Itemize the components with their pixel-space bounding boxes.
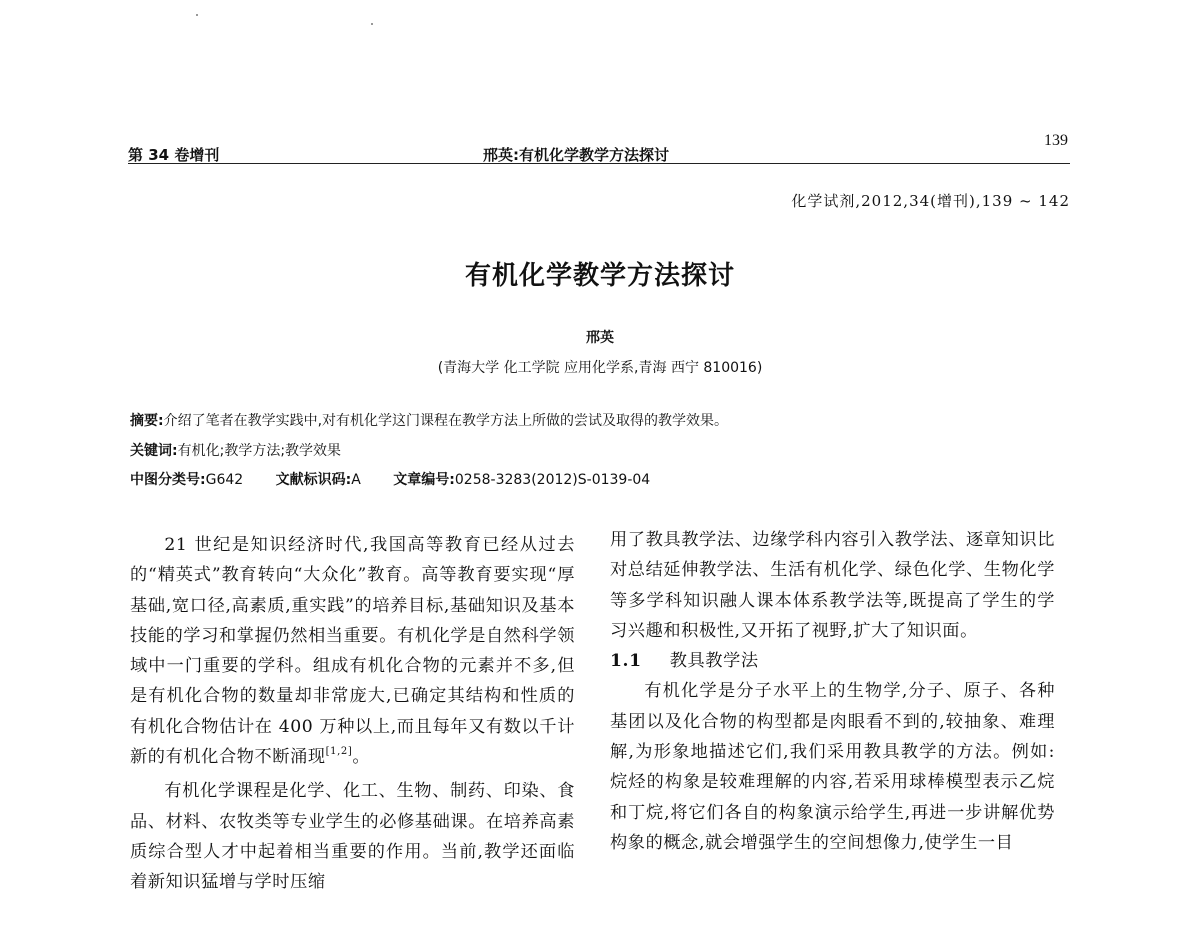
keywords-text: 有机化;教学方法;教学效果 (177, 443, 342, 459)
article-title: 有机化学教学方法探讨 (464, 261, 735, 291)
keywords-label: 关键词: (130, 443, 178, 459)
page-number: 139 (1044, 132, 1068, 149)
paragraph-text: 21 世纪是知识经济时代,我国高等教育已经从过去的“精英式”教育转向“大众化”教育。高等教育要实现“厚基础,宽口径,高素质,重实践”的培养目标,基础知识及基本技能的学习和掌握仍然相当重要。有机化学是自然科学领域中一门重要的学科。组成有机化合物的元素并不多,但是有机化合物的数量却非常庞大,已确定其结构和性质的有机化合物估计在 400 万种以上,而且每年又有数以千计新的有机化合物不断涌现 (130, 535, 575, 768)
body-paragraph (130, 530, 575, 772)
section-number: 1.1 (610, 651, 642, 672)
running-head (128, 132, 1070, 166)
clc-label: 中图分类号: (130, 472, 206, 488)
scan-speck (196, 14, 198, 16)
body-paragraph: 有机化学课程是化学、化工、生物、制药、印染、食品、材料、农牧类等专业学生的必修基础课。在培养高素质综合型人才中起着相当重要的作用。当前,教学还面临着新知识猛增与学时压缩 (130, 781, 575, 893)
left-column (130, 530, 575, 898)
scan-speck (371, 23, 373, 25)
abstract-label: 摘要: (130, 413, 164, 429)
running-title: 邢英:有机化学教学方法探讨 (483, 146, 669, 164)
body-paragraph: 有机化学是分子水平上的生物学,分子、原子、各种基团以及化合物的构型都是肉眼看不到的,较抽象、难理解,为形象地描述它们,我们采用教具教学的方法。例如:烷烃的构象是较难理解的内容,若采用球棒模型表示乙烷和丁烷,将它们各自的构象演示给学生,再进一步讲解优势构象的概念,就会增强学生的空间想像力,使学生一目 (610, 681, 1055, 853)
paragraph-end: 。 (352, 747, 371, 768)
abstract-text: 介绍了笔者在教学实践中,对有机化学这门课程在教学方法上所做的尝试及取得的教学效果。 (163, 413, 729, 429)
doc-code-value: A (351, 472, 361, 488)
header-rule (128, 163, 1070, 164)
abstract (130, 410, 728, 430)
journal-citation: 化学试剂,2012,34(增刊),139 ~ 142 (791, 192, 1070, 210)
section-heading (610, 646, 1055, 676)
classification-line (130, 469, 650, 489)
article-id-value: 0258-3283(2012)S-0139-04 (454, 472, 651, 488)
doc-code-label: 文献标识码: (275, 472, 352, 488)
right-column (610, 525, 1055, 858)
keywords (130, 440, 341, 460)
section-title: 教具教学法 (669, 651, 759, 672)
volume-label: 第 34 卷增刊 (128, 146, 220, 164)
body-paragraph: 用了教具教学法、边缘学科内容引入教学法、逐章知识比对总结延伸教学法、生活有机化学、绿色化学、生物化学等多学科知识融人课本体系教学法等,既提高了学生的学习兴趣和积极性,又开拓了视野,扩大了知识面。 (610, 530, 1055, 641)
clc-value: G642 (205, 472, 244, 488)
author-affiliation: (青海大学 化工学院 应用化学系,青海 西宁 810016) (437, 360, 763, 376)
author-name: 邢英 (586, 330, 614, 346)
article-id-label: 文章编号: (393, 472, 455, 488)
reference-marker[interactable]: [1,2] (325, 746, 353, 758)
